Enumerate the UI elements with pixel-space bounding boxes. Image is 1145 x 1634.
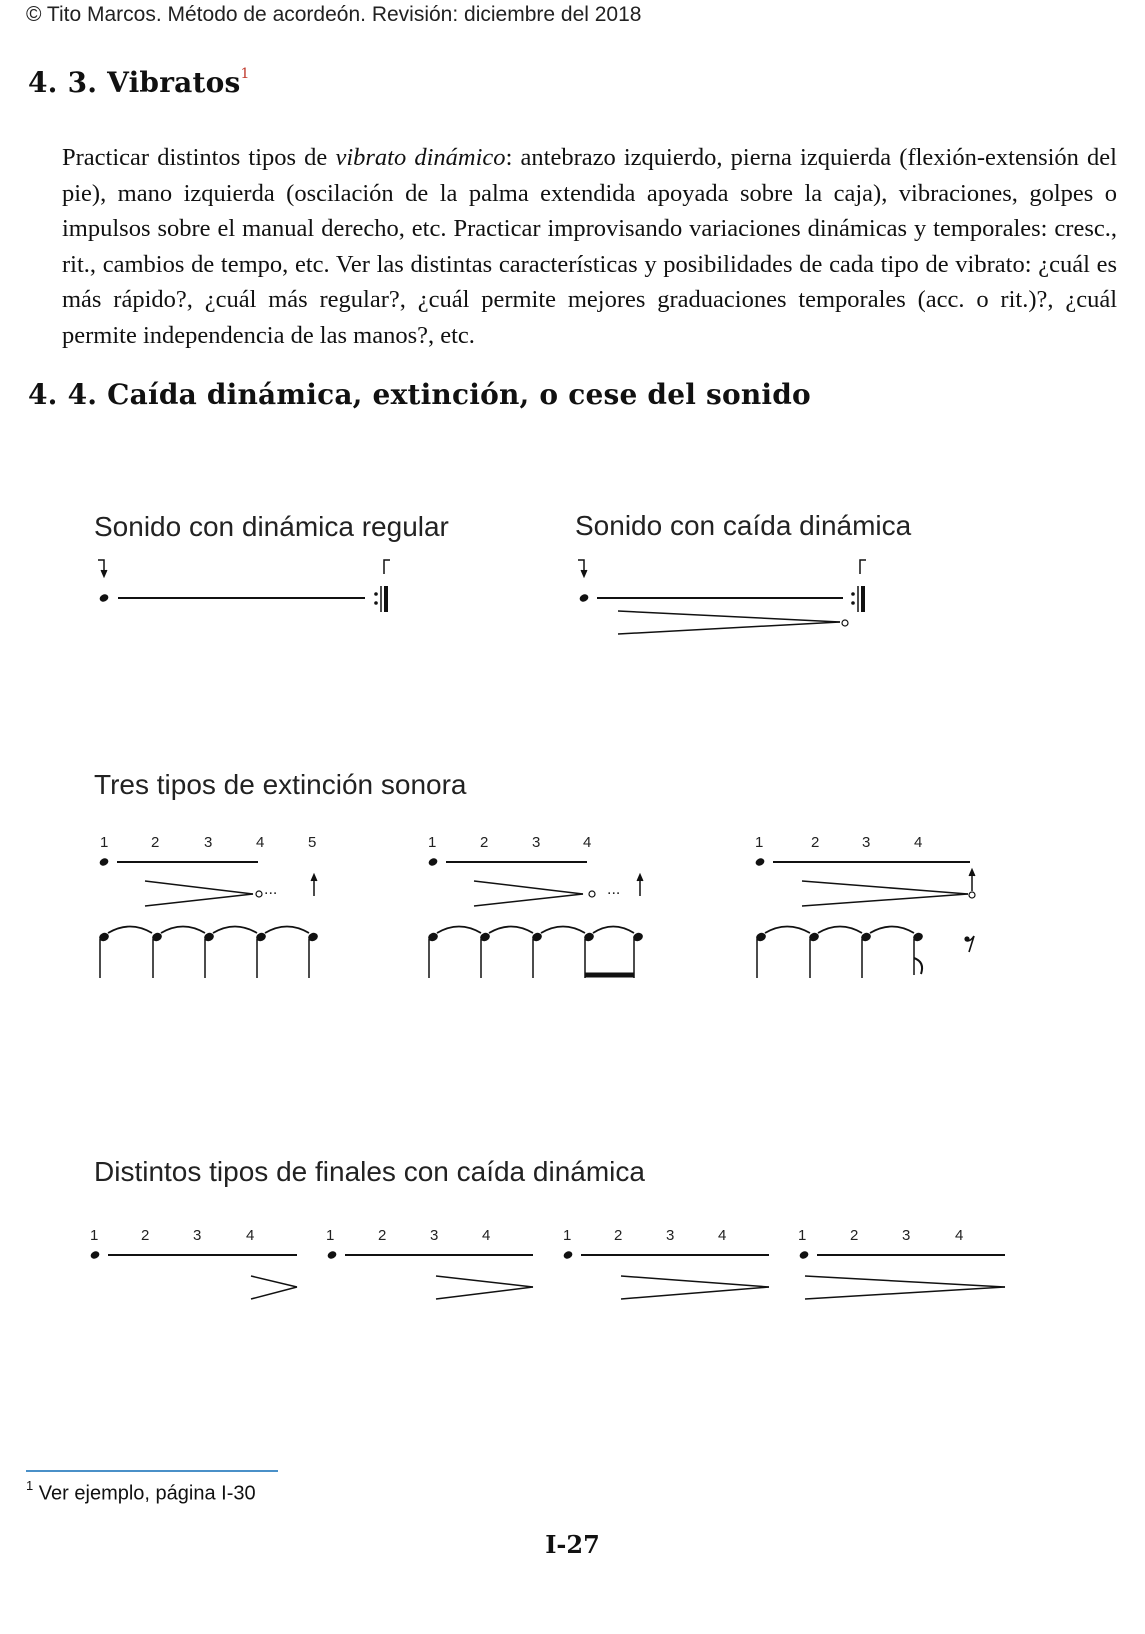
note-row-3	[755, 927, 974, 979]
extinction-type-3	[754, 857, 975, 978]
vibratos-paragraph: Practicar distintos tipos de vibrato dinámico: antebrazo izquierdo, pierna izquierda (flexión-extensión del pie), mano izquierda (oscilación de la palma extendida apoyada sobre la caja), vibraciones, golpes o impulsos sobre el manual derecho, etc. Practicar improvisando variaciones dinámicas y temporales: cresc., rit., cambios de tempo, etc. Ver las distintas características y posibilidades de cada tipo de vibrato: ¿cuál es más rápido?, ¿cuál más regular?, ¿cuál permite mejores graduaciones temporales (acc. o rit.)?, ¿cuál permite independencia de las manos?, etc.	[62, 144, 1117, 349]
ellipsis: ...	[607, 881, 621, 898]
beat-number: 3	[902, 1227, 911, 1244]
beat-number: 1	[100, 834, 109, 851]
regular-sound-diagram	[98, 560, 390, 612]
beat-number: 2	[850, 1227, 859, 1244]
beat-number: 3	[193, 1227, 202, 1244]
beat-number: 3	[204, 834, 213, 851]
beat-number: 2	[151, 834, 160, 851]
beat-number: 2	[614, 1227, 623, 1244]
section-title-caida: 4. 4. Caída dinámica, extinción, o cese del sonido	[28, 378, 811, 411]
beat-number: 4	[955, 1227, 964, 1244]
beat-number: 4	[482, 1227, 491, 1244]
note-row-1	[98, 927, 319, 979]
beat-number: 3	[666, 1227, 675, 1244]
extinction-type-1	[98, 857, 319, 978]
section-title-vibratos: 4. 3. Vibratos$^1$	[28, 65, 250, 99]
beat-number: 5	[308, 834, 317, 851]
beat-number: 1	[563, 1227, 572, 1244]
note-row-2	[427, 927, 644, 979]
page-number: I-27	[545, 1530, 600, 1559]
beat-number: 2	[141, 1227, 150, 1244]
beat-number: 4	[256, 834, 265, 851]
final-type-2	[326, 1250, 533, 1299]
caption-caida: Sonido con caída dinámica	[575, 510, 912, 541]
caption-regular: Sonido con dinámica regular	[94, 511, 449, 542]
beat-number: 2	[378, 1227, 387, 1244]
beat-number: 3	[862, 834, 871, 851]
beat-number: 4	[246, 1227, 255, 1244]
beat-number: 4	[718, 1227, 727, 1244]
beat-number: 1	[90, 1227, 99, 1244]
page-header: © Tito Marcos. Método de acordeón. Revisión: diciembre del 2018	[26, 3, 642, 26]
caption-tres-tipos: Tres tipos de extinción sonora	[94, 769, 467, 800]
beat-number: 1	[798, 1227, 807, 1244]
beat-number: 2	[811, 834, 820, 851]
beat-number: 1	[755, 834, 764, 851]
beat-number: 1	[326, 1227, 335, 1244]
beat-number: 1	[428, 834, 437, 851]
beat-number: 3	[532, 834, 541, 851]
footnote-ref[interactable]: 1	[240, 65, 250, 82]
extinction-type-2	[427, 857, 644, 978]
beat-number: 4	[583, 834, 592, 851]
final-type-3	[562, 1250, 769, 1299]
ellipsis: ...	[264, 881, 278, 898]
beat-number: 3	[430, 1227, 439, 1244]
footnote: $^1$ Ver ejemplo, página I-30	[26, 1478, 256, 1505]
final-type-1	[89, 1250, 297, 1299]
beat-number: 4	[914, 834, 923, 851]
final-type-4	[798, 1250, 1005, 1299]
falling-sound-diagram	[578, 560, 866, 634]
caption-finales: Distintos tipos de finales con caída dinámica	[94, 1156, 645, 1187]
footnote-divider	[26, 1470, 278, 1472]
beat-number: 2	[480, 834, 489, 851]
